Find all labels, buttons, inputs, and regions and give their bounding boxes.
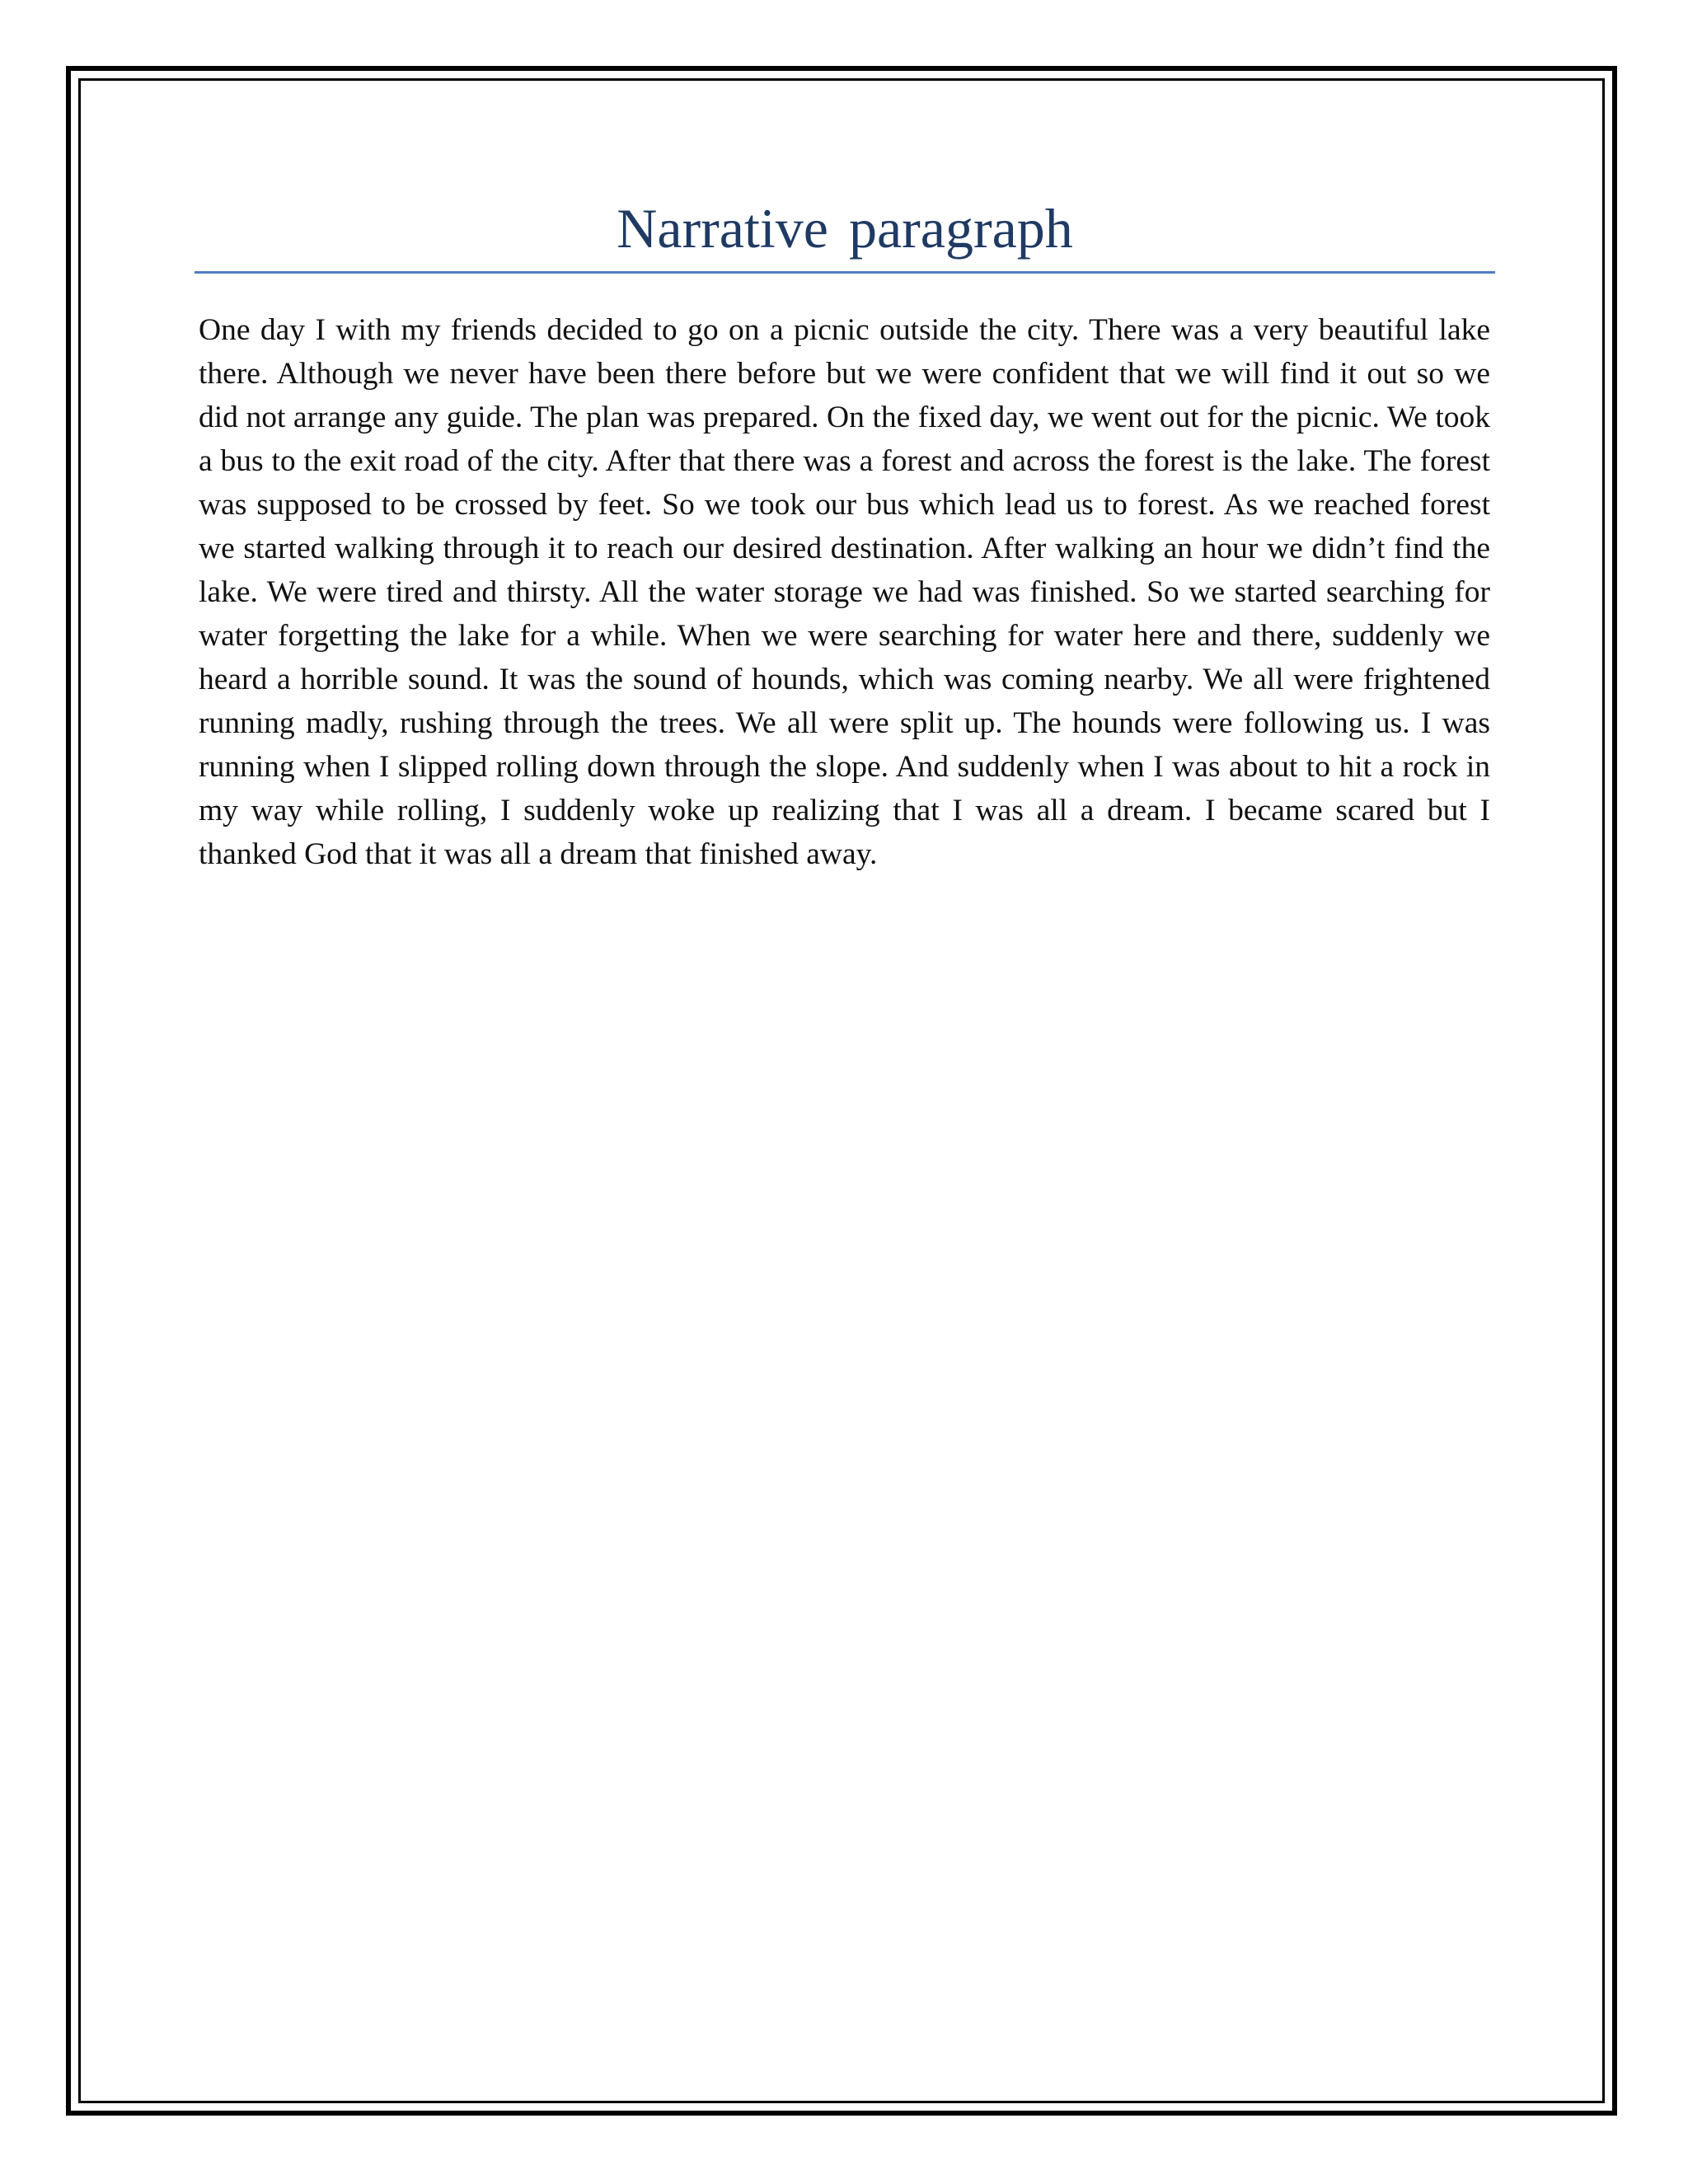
- narrative-paragraph: One day I with my friends decided to go on a picnic outside the city. There was a very beautiful lake there. Although we never have been there before but we were confident that we will find it out so we did not arrange any guide. The plan was prepared. On the fixed day, we went out for the picnic. We took a bus to the exit road of the city. After that there was a forest and across the forest is the lake. The forest was supposed to be crossed by feet. So we took our bus which lead us to forest. As we reached forest we started walking through it to reach our desired destination. After walking an hour we didn’t find the lake. We were tired and thirsty. All the water storage we had was finished. So we started searching for water forgetting the lake for a while. When we were searching for water here and there, suddenly we heard a horrible sound. It was the sound of hounds, which was coming nearby. We all were frightened running madly, rushing through the trees. We all were split up. The hounds were following us. I was running when I slipped rolling down through the slope. And suddenly when I was about to hit a rock in my way while rolling, I suddenly woke up realizing that I was all a dream. I became scared but I thanked God that it was all a dream that finished away.: [199, 313, 1490, 871]
- title-underline: [195, 271, 1495, 274]
- document-title: Narrative paragraph: [617, 197, 1073, 260]
